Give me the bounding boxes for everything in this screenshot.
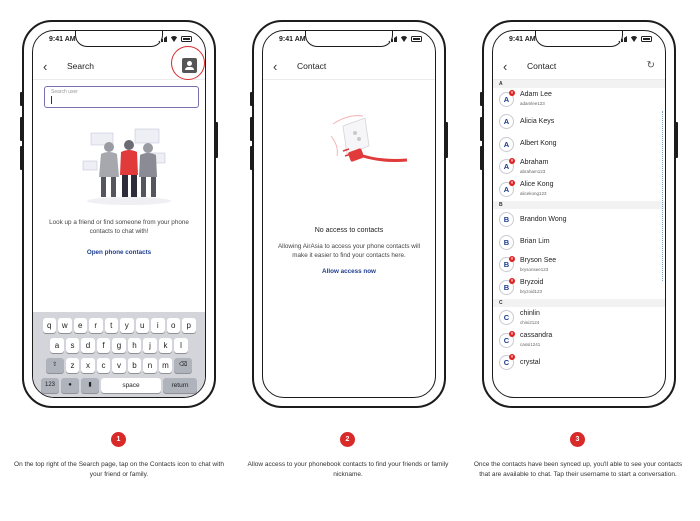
backspace-key-icon[interactable]: ⌫ [174, 358, 192, 373]
contact-row[interactable] [493, 88, 665, 111]
key-v[interactable]: v [112, 358, 126, 373]
key-e[interactable]: e [74, 318, 88, 333]
status-time: 9:41 AM [49, 36, 76, 43]
contact-row[interactable] [493, 329, 665, 352]
key-t[interactable]: t [105, 318, 119, 333]
key-z[interactable]: z [66, 358, 80, 373]
back-arrow-icon[interactable]: ‹ [503, 59, 508, 74]
wifi-icon [400, 36, 408, 42]
allow-access-link[interactable]: Allow access now [322, 268, 376, 275]
status-badge-icon: × [510, 353, 514, 359]
contact-row[interactable] [493, 352, 665, 375]
return-key[interactable]: return [163, 378, 197, 393]
microphone-key-icon[interactable]: ▮ [81, 378, 99, 393]
contact-avatar: A [499, 182, 514, 197]
friends-illustration [73, 121, 183, 209]
contact-list-screen [492, 30, 666, 398]
key-w[interactable]: w [58, 318, 72, 333]
search-placeholder: Search user [51, 89, 78, 95]
contact-row[interactable] [493, 178, 665, 201]
page-title: Contact [527, 61, 557, 71]
phone-frame-contacts [482, 20, 676, 408]
contact-name: Albert Kong [520, 140, 557, 147]
open-phone-contacts-link[interactable]: Open phone contacts [86, 249, 152, 256]
contact-avatar: C [499, 310, 514, 325]
globe-key-icon[interactable]: ● [61, 378, 79, 393]
contact-username[interactable]: bryzoid123 [520, 289, 543, 294]
contact-avatar: A [499, 92, 514, 107]
on-screen-keyboard [33, 312, 205, 397]
step-caption-2: Allow access to your phonebook contacts to find your friends or family nickname. [247, 461, 449, 478]
contact-name: Brian Lim [520, 238, 550, 245]
text-cursor [51, 96, 52, 104]
step-caption-1: On the top right of the Search page, tap on the Contacts icon to chat with your friend or family. [14, 461, 224, 478]
key-d[interactable]: d [81, 338, 95, 353]
key-j[interactable]: j [143, 338, 157, 353]
status-bar [263, 35, 435, 47]
access-explanation: Allowing AirAsia to access your phone contacts will make it easier to find your contacts here. [277, 243, 421, 259]
search-help-text: Look up a friend or find someone from your phone contacts to chat with! [49, 219, 189, 235]
key-k[interactable]: k [159, 338, 173, 353]
contact-app-bar [493, 55, 665, 80]
key-u[interactable]: u [136, 318, 150, 333]
contact-avatar: A [499, 159, 514, 174]
key-c[interactable]: c [97, 358, 111, 373]
contact-avatar: A [499, 137, 514, 152]
key-r[interactable]: r [89, 318, 103, 333]
contact-row[interactable] [493, 307, 665, 330]
contact-name: Alicia Keys [520, 117, 555, 125]
status-badge-icon: × [510, 180, 514, 185]
contact-avatar: B [499, 257, 514, 272]
section-header-a: A [493, 80, 665, 88]
status-badge-icon: × [510, 90, 514, 95]
contact-avatar: C [499, 333, 514, 348]
key-f[interactable]: f [97, 338, 111, 353]
status-badge-icon: × [510, 255, 514, 261]
section-header-c: C [493, 299, 665, 307]
page-title: Contact [297, 61, 327, 71]
battery-icon [411, 36, 422, 42]
contact-username[interactable]: cassi1241 [520, 342, 541, 347]
contact-name: cassandra [520, 332, 553, 339]
step-number-3: 3 [570, 432, 585, 447]
contact-username[interactable]: abraham123 [520, 168, 546, 174]
contact-name: Brandon Wong [520, 215, 567, 223]
signal-icon [158, 36, 167, 42]
signal-icon [388, 36, 397, 42]
contact-username[interactable]: adamlee123 [520, 101, 545, 106]
no-access-heading: No access to contacts [314, 227, 384, 234]
back-arrow-icon[interactable]: ‹ [273, 59, 278, 74]
status-time: 9:41 AM [509, 36, 536, 43]
contact-row[interactable] [493, 254, 665, 277]
key-a[interactable]: a [50, 338, 64, 353]
key-x[interactable]: x [81, 358, 95, 373]
wifi-icon [170, 36, 178, 42]
key-s[interactable]: s [66, 338, 80, 353]
contact-row[interactable] [493, 209, 665, 232]
sync-icon[interactable]: ↻ [646, 60, 655, 71]
shift-key-icon[interactable]: ⇧ [46, 358, 64, 373]
search-input[interactable] [44, 86, 199, 108]
key-p[interactable]: p [182, 318, 196, 333]
search-screen [32, 30, 206, 398]
contact-avatar: C [499, 355, 514, 370]
key-h[interactable]: h [128, 338, 142, 353]
status-badge-icon: × [510, 278, 514, 283]
contact-name: chinlin [520, 309, 540, 317]
key-o[interactable]: o [167, 318, 181, 333]
contact-row[interactable] [493, 111, 665, 134]
numbers-key[interactable]: 123 [41, 378, 59, 393]
contact-name: Bryzoid [520, 279, 544, 286]
space-key[interactable]: space [101, 378, 161, 393]
key-b[interactable]: b [128, 358, 142, 373]
key-g[interactable]: g [112, 338, 126, 353]
status-badge-icon: × [510, 331, 514, 336]
battery-icon [641, 36, 652, 42]
step-caption-3: Once the contacts have been synced up, you'll able to see your contacts that are available to chat. Tap their username to start a conversation. [473, 461, 683, 478]
battery-icon [181, 36, 192, 42]
contact-row[interactable] [493, 276, 665, 299]
contact-row[interactable] [493, 156, 665, 179]
contact-row[interactable] [493, 231, 665, 254]
contact-name: Alice Kong [520, 181, 554, 188]
contact-name: Adam Lee [520, 91, 552, 98]
contact-avatar: B [499, 280, 514, 295]
key-q[interactable]: q [43, 318, 57, 333]
status-time: 9:41 AM [279, 36, 306, 43]
key-i[interactable]: i [151, 318, 165, 333]
wifi-icon [630, 36, 638, 42]
contact-avatar: B [499, 235, 514, 250]
contact-username[interactable]: brysonsee123 [520, 266, 549, 272]
back-arrow-icon[interactable]: ‹ [43, 59, 48, 74]
contact-name: Abraham [520, 158, 549, 166]
contact-avatar: A [499, 114, 514, 129]
contact-username[interactable]: chini2124 [520, 319, 540, 325]
contact-name: crystal [520, 358, 541, 366]
contact-list [493, 80, 665, 397]
key-m[interactable]: m [159, 358, 173, 373]
status-bar [493, 35, 665, 47]
key-n[interactable]: n [143, 358, 157, 373]
contact-avatar: B [499, 212, 514, 227]
contact-name: Bryson See [520, 256, 557, 264]
contact-row[interactable] [493, 133, 665, 156]
status-bar [33, 35, 205, 47]
step-number-1: 1 [111, 432, 126, 447]
step-number-2: 2 [340, 432, 355, 447]
unplugged-cable-illustration [303, 106, 413, 186]
contacts-icon-highlight [171, 46, 205, 80]
page-title: Search [67, 61, 94, 71]
section-header-b: B [493, 201, 665, 209]
signal-icon [618, 36, 627, 42]
status-badge-icon: × [510, 157, 514, 163]
contact-username[interactable]: alicekong123 [520, 191, 547, 196]
key-y[interactable]: y [120, 318, 134, 333]
phone-frame-no-access [252, 20, 446, 408]
contact-app-bar [263, 55, 435, 80]
scroll-indicator[interactable] [661, 111, 663, 281]
key-l[interactable]: l [174, 338, 188, 353]
contact-permission-screen [262, 30, 436, 398]
